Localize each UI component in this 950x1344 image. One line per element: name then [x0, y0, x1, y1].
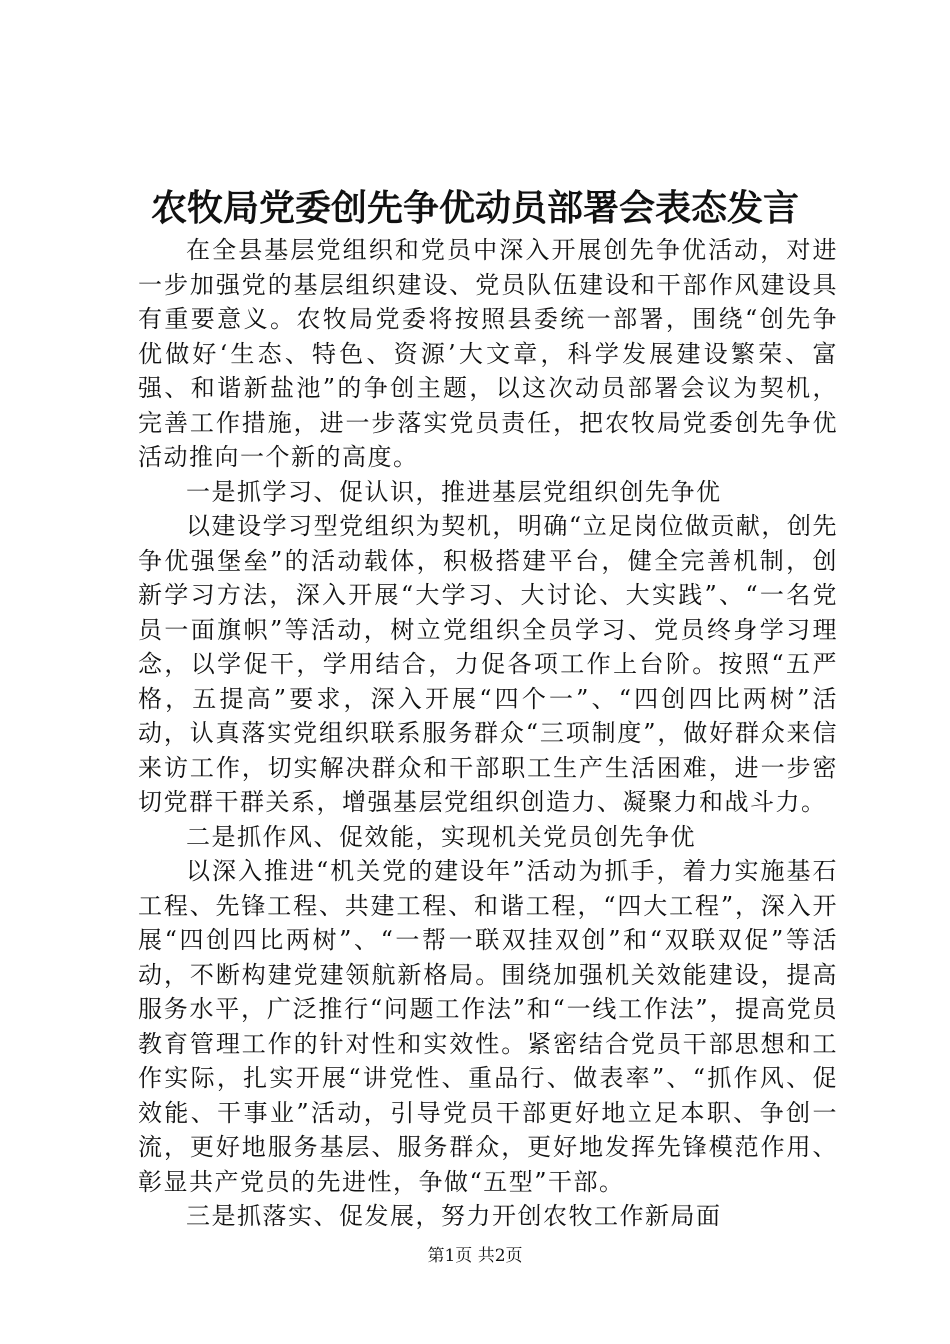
section-heading-3: 三是抓落实、促发展，努力开创农牧工作新局面 — [186, 1202, 722, 1230]
document-body — [138, 233, 838, 1234]
section-paragraph-2: 以深入推进“机关党的建设年”活动为抓手，着力实施基石工程、先锋工程、共建工程、和谐工程，“四大工程”，深入开展“四创四比两树”、“一帮一联双挂双创”和“双联双促”等活动，不断构建党建领航新格局。围绕加强机关效能建设，提高服务水平，广泛推行“问题工作法”和“一线工作法”，提高党员教育管理工作的针对性和实效性。紧密结合党员干部思想和工作实际，扎实开展“讲党性、重品行、做表率”、“抓作风、促效能、干事业”活动，引导党员干部更好地立足本职、争创一流，更好地服务基层、服务群众，更好地发挥先锋模范作用、彰显共产党员的先进性，争做“五型”干部。 — [138, 857, 838, 1196]
page-number-footer: 第1页 共2页 — [427, 1246, 523, 1266]
intro-paragraph: 在全县基层党组织和党员中深入开展创先争优活动，对进一步加强党的基层组织建设、党员队伍建设和干部作风建设具有重要意义。农牧局党委将按照县委统一部署，围绕“创先争优做好‘生态、特色、资源’大文章，科学发展建设繁荣、富强、和谐新盐池”的争创主题，以这次动员部署会议为契机，完善工作措施，进一步落实党员责任，把农牧局党委创先争优活动推向一个新的高度。 — [138, 236, 838, 471]
section-heading-2: 二是抓作风、促效能，实现机关党员创先争优 — [186, 822, 696, 851]
section-heading-1: 一是抓学习、促认识，推进基层党组织创先争优 — [186, 477, 722, 506]
section-paragraph-1: 以建设学习型党组织为契机，明确“立足岗位做贡献，创先争优强堡垒”的活动载体，积极搭建平台，健全完善机制，创新学习方法，深入开展“大学习、大讨论、大实践”、“一名党员一面旗帜”等活动，树立党组织全员学习、党员终身学习理念，以学促干，学用结合，力促各项工作上台阶。按照“五严格，五提高”要求，深入开展“四个一”、“四创四比两树”活动，认真落实党组织联系服务群众“三项制度”，做好群众来信来访工作，切实解决群众和干部职工生产生活困难，进一步密切党群干群关系，增强基层党组织创造力、凝聚力和战斗力。 — [138, 512, 838, 816]
document-title: 农牧局党委创先争优动员部署会表态发言 — [150, 187, 799, 229]
